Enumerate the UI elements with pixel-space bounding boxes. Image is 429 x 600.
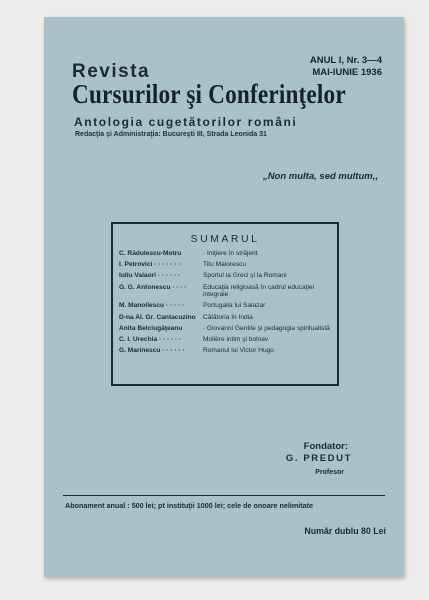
toc-entry (119, 347, 333, 355)
magazine-cover (44, 17, 404, 577)
toc-title: SUMARUL (190, 233, 260, 245)
issue-info (310, 55, 382, 79)
toc-author: C. I. Urechia · · · · · · (119, 335, 182, 343)
toc-author: Anita Belciugăţeanu (119, 324, 183, 332)
toc-author: D-na Al. Gr. Cantacuzino (119, 313, 196, 321)
issue-date: MAI-IUNIE 1936 (312, 67, 382, 78)
toc-entry (119, 272, 333, 280)
toc-entry (119, 325, 333, 333)
toc-work: Călătoria în India (203, 313, 253, 321)
issue-price: Număr dublu 80 Lei (304, 526, 386, 536)
magazine-title: Cursurilor şi Conferinţelor (72, 79, 346, 109)
toc-work: Portugalia lui Salazar (203, 302, 266, 310)
toc-entry (119, 261, 333, 269)
toc-entry (119, 284, 333, 299)
issue-number: ANUL I, Nr. 3—4 (309, 55, 382, 66)
toc-entry (119, 302, 333, 310)
subscription-info: Abonament anual : 500 lei; pt instituţii 1000 lei; cele de onoare nelimitate (65, 501, 314, 510)
toc-entry (119, 314, 333, 322)
motto: „Non multa, sed multum,, (262, 171, 378, 182)
toc-work: Romanul lui Victor Hugo (203, 347, 274, 355)
toc-author: I. Petrovici · · · · · · · (119, 261, 181, 269)
toc-work: Sportul la Greci şi la Romani (203, 272, 287, 280)
founder-role: Profesor (315, 469, 344, 476)
toc-list (119, 250, 333, 358)
magazine-subtitle: Antologia cugetătorilor români (74, 115, 298, 129)
toc-author: C. Rădulescu-Motru (119, 250, 182, 257)
footer-divider (63, 495, 385, 496)
toc-author: G. Marinescu · · · · · · (119, 347, 185, 355)
toc-author: M. Manoilescu · · · · · (119, 302, 185, 310)
toc-author: G. G. Antonescu · · · · (119, 283, 187, 291)
toc-entry (119, 250, 333, 258)
table-of-contents (111, 222, 339, 386)
toc-work: · Iniţiere în străjerit (203, 250, 258, 257)
toc-work: Molière intim şi bolnav (203, 335, 269, 343)
toc-work: Educaţia religioasă în cadrul educaţiei integrale (203, 283, 315, 299)
toc-work: · Giovanni Gentile şi pedagogia spiritualistă (203, 324, 330, 332)
toc-work: Titu Maiorescu (203, 261, 246, 269)
founder-label: Fondator: (303, 441, 348, 452)
editorial-address: Redacţia şi Administraţia: Bucureşti III, Strada Leonida 31 (75, 131, 267, 138)
toc-entry (119, 336, 333, 344)
founder-name: G. PREDUT (285, 453, 352, 464)
title-prefix: Revista (72, 61, 151, 82)
toc-author: Iuliu Valaori · · · · · · (119, 272, 181, 280)
